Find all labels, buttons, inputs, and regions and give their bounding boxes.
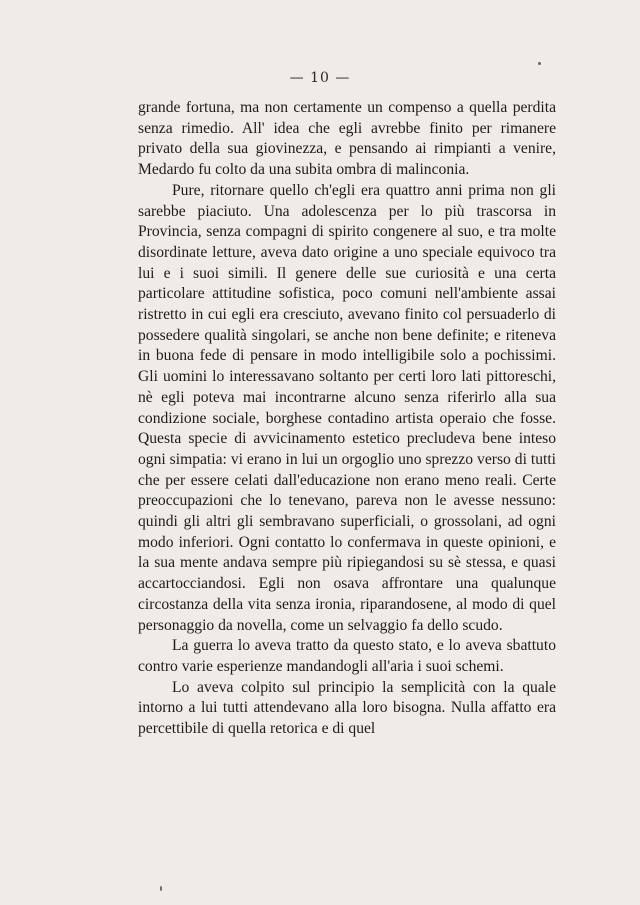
ink-speck <box>538 62 541 65</box>
paragraph: Pure, ritornare quello ch'egli era quattro anni prima non gli sarebbe piaciuto. Una adolescenza per lo più trascorsa in Provincia, senza compagni di spirito congenere al suo, e tra molte disordinate letture, aveva dato origine a uno speciale equivoco tra lui e i suoi simili. Il genere delle sue curiosità e una certa particolare attitudine sofistica, poco comuni nell'ambiente assai ristretto in cui egli era cresciuto, avevano finito col persuaderlo di possedere qualità singolari, se anche non bene definite; e riteneva in buona fede di pensare in modo intelligibile solo a pochissimi. Gli uomini lo interessavano soltanto per certi loro lati pittoreschi, nè egli poteva mai incontrarne alcuno senza riferirlo alla sua condizione sociale, borghese contadino artista operaio che fosse. Questa specie di avvicinamento estetico precludeva bene inteso ogni simpatia: vi erano in lui un orgoglio uno sprezzo verso di tutti che per essere celati dall'educazione non erano meno reali. Certe preoccupazioni che lo tenevano, pareva non le avesse nessuno: quindi gli altri gli sembravano superficiali, o grossolani, ad ogni modo inferiori. Ogni contatto lo confermava in queste opinioni, e la sua mente andava sempre più ripiegandosi su sè stessa, e quasi accartocciandosi. Egli non osava affrontare una qualunque circostanza della vita senza ironia, riparandosene, al modo di quel personaggio da novella, come un selvaggio fa dello scudo. <box>138 181 556 634</box>
paragraph: Lo aveva colpito sul principio la semplicità con la quale intorno a lui tutti attendevano alla loro bisogna. Nulla affatto era percettibile di quella retorica e di quel <box>138 678 556 738</box>
ink-speck <box>160 886 162 891</box>
body-text <box>138 98 556 740</box>
page-number: — 10 — <box>289 70 351 86</box>
paragraph: La guerra lo aveva tratto da questo stato, e lo aveva sbattuto contro varie esperienze mandandogli all'aria i suoi schemi. <box>138 637 556 675</box>
paragraph: grande fortuna, ma non certamente un compenso a quella perdita senza rimedio. All' idea che egli avrebbe finito per rimanere privato della sua giovinezza, e pensando ai rimpianti a venire, Medardo fu colto da una subita ombra di malinconia. <box>138 99 556 179</box>
